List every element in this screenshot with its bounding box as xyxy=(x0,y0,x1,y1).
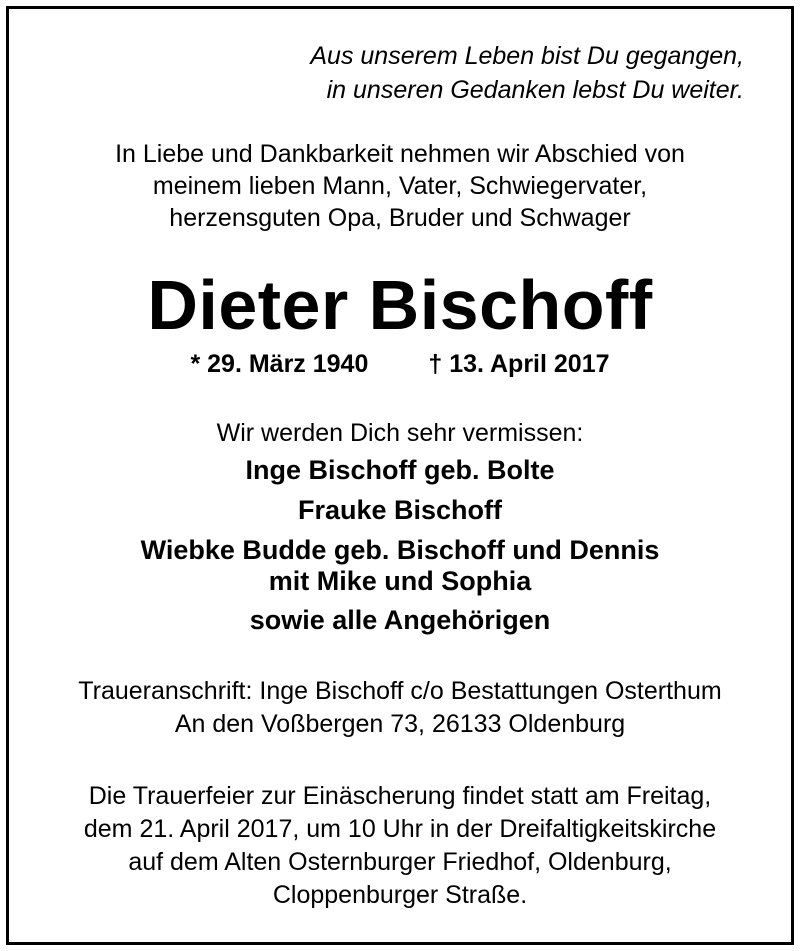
death-date: † 13. April 2017 xyxy=(428,350,610,378)
ceremony-line-4: Cloppenburger Straße. xyxy=(272,881,528,909)
family-line-3: Wiebke Budde geb. Bischoff und Dennis xyxy=(140,535,660,565)
motto-line-1: Aus unserem Leben bist Du gegangen, xyxy=(310,42,744,70)
ceremony-line-1: Die Trauerfeier zur Einäscherung findet statt am Freitag, xyxy=(88,782,712,810)
intro-line-1: In Liebe und Dankbarkeit nehmen wir Abschied von xyxy=(115,140,685,168)
address-line-1: Traueranschrift: Inge Bischoff c/o Bestattungen Osterthum xyxy=(78,677,722,705)
ceremony-line-3: auf dem Alten Osternburger Friedhof, Oldenburg, xyxy=(128,848,672,876)
family-line-2: Frauke Bischoff xyxy=(297,495,503,525)
intro-line-3: herzensguten Opa, Bruder und Schwager xyxy=(169,204,631,232)
motto-line-2: in unseren Gedanken lebst Du weiter. xyxy=(326,76,744,104)
miss-line: Wir werden Dich sehr vermissen: xyxy=(216,419,584,447)
intro-line-2: meinem lieben Mann, Vater, Schwiegervater, xyxy=(152,172,648,200)
address-line-2: An den Voßbergen 73, 26133 Oldenburg xyxy=(174,710,626,738)
birth-date: * 29. März 1940 xyxy=(190,350,369,378)
family-line-4: mit Mike und Sophia xyxy=(268,566,532,596)
ceremony-line-2: dem 21. April 2017, um 10 Uhr in der Dreifaltigkeitskirche xyxy=(83,815,717,843)
deceased-name: Dieter Bischoff xyxy=(147,266,653,344)
life-dates xyxy=(0,350,800,379)
family-line-5: sowie alle Angehörigen xyxy=(249,605,551,635)
family-line-1: Inge Bischoff geb. Bolte xyxy=(245,455,555,485)
